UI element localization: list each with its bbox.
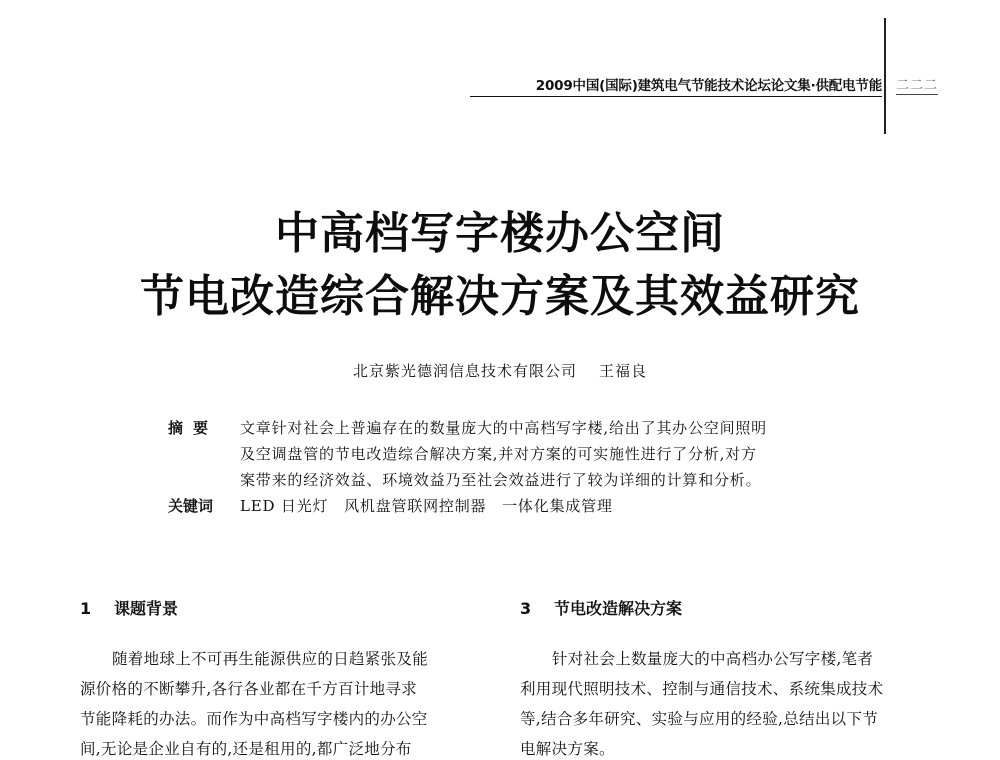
running-header: 2009中国(国际)建筑电气节能技术论坛论文集·供配电节能 <box>470 77 882 97</box>
abstract-text <box>240 415 848 493</box>
section-number: 1 <box>80 599 92 618</box>
paragraph-line: 等,结合多年研究、实验与应用的经验,总结出以下节 <box>520 710 879 728</box>
abstract-line: 案带来的经济效益、环境效益乃至社会效益进行了较为详细的计算和分析。 <box>240 471 762 489</box>
section-title: 课题背景 <box>114 599 179 618</box>
section-paragraph <box>80 644 500 760</box>
keywords-line: LED 日光灯 风机盘管联网控制器 一体化集成管理 <box>240 497 613 515</box>
paragraph-line: 电解决方案。 <box>520 740 615 758</box>
page-mark: 二二二 <box>896 78 939 93</box>
author-line <box>0 360 1000 381</box>
section-number: 3 <box>520 599 532 618</box>
keywords-row <box>168 493 848 519</box>
abstract-label: 摘要 <box>168 419 219 437</box>
author-affiliation: 北京紫光德润信息技术有限公司 <box>352 362 577 380</box>
paper-title-line-1: 中高档写字楼办公空间 <box>275 208 725 259</box>
paper-title-line-2: 节电改造综合解决方案及其效益研究 <box>140 271 860 322</box>
section-heading <box>80 598 500 620</box>
paragraph-line: 节能降耗的办法。而作为中高档写字楼内的办公空 <box>80 710 428 728</box>
paragraph-line: 源价格的不断攀升,各行各业都在千方百计地寻求 <box>80 680 418 698</box>
abstract-line: 及空调盘管的节电改造综合解决方案,并对方案的可实施性进行了分析,对方 <box>240 445 757 463</box>
keywords-text <box>240 493 848 519</box>
abstract-row <box>168 415 848 493</box>
keywords-label: 关键词 <box>168 497 214 515</box>
paragraph-line: 利用现代照明技术、控制与通信技术、系统集成技术 <box>520 680 884 698</box>
paragraph-line: 针对社会上数量庞大的中高档办公写字楼,笔者 <box>552 650 874 668</box>
left-column <box>80 598 500 760</box>
abstract-line: 文章针对社会上普遍存在的数量庞大的中高档写字楼,给出了其办公空间照明 <box>240 419 767 437</box>
paragraph-line: 随着地球上不可再生能源供应的日趋紧张及能 <box>112 650 429 668</box>
author-name: 王福良 <box>599 362 648 380</box>
abstract-block <box>168 415 848 519</box>
header-vertical-rule <box>884 18 886 134</box>
section-paragraph <box>520 644 940 760</box>
right-column <box>520 598 940 760</box>
paragraph-line: 间,无论是企业自有的,还是租用的,都广泛地分布 <box>80 740 412 758</box>
section-title: 节电改造解决方案 <box>554 599 683 618</box>
section-heading <box>520 598 940 620</box>
